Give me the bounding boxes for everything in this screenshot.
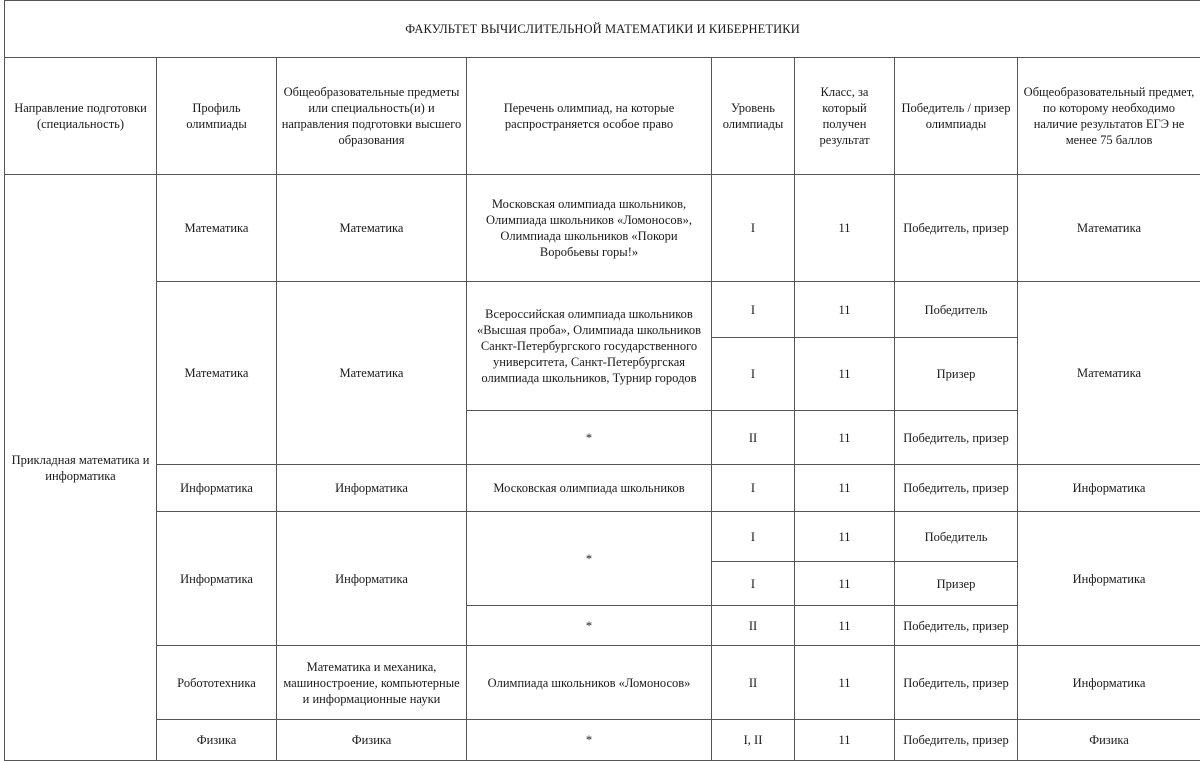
status-cell: Победитель, призер: [895, 411, 1018, 465]
grade-cell: 11: [795, 175, 895, 282]
olympiad-list-cell: Всероссийская олимпиада школьников «Высшая проба», Олимпиада школьников Санкт-Петербургского государственного университета, Санкт-Петербургская олимпиада школьников, Турнир городов: [467, 282, 712, 411]
status-cell: Победитель, призер: [895, 646, 1018, 720]
status-cell: Победитель: [895, 512, 1018, 562]
level-cell: II: [712, 606, 795, 646]
status-cell: Победитель, призер: [895, 720, 1018, 761]
level-cell: I: [712, 512, 795, 562]
ege-subject-cell: Математика: [1018, 282, 1200, 465]
table-row: [5, 175, 1200, 282]
ege-subject-cell: Информатика: [1018, 646, 1200, 720]
olympiad-list-cell: Олимпиада школьников «Ломоносов»: [467, 646, 712, 720]
grade-cell: 11: [795, 720, 895, 761]
faculty-title: ФАКУЛЬТЕТ ВЫЧИСЛИТЕЛЬНОЙ МАТЕМАТИКИ И КИБЕРНЕТИКИ: [5, 1, 1200, 58]
level-cell: I: [712, 338, 795, 411]
level-cell: I: [712, 465, 795, 512]
level-cell: I: [712, 282, 795, 338]
column-header-olympiads: Перечень олимпиад, на которые распространяется особое право: [467, 58, 712, 175]
olympiad-privileges-table: [4, 0, 1200, 761]
level-cell: I: [712, 175, 795, 282]
table-row: [5, 720, 1200, 761]
direction-of-study: Прикладная математика и информатика: [5, 175, 157, 761]
grade-cell: 11: [795, 606, 895, 646]
grade-cell: 11: [795, 465, 895, 512]
level-cell: II: [712, 646, 795, 720]
grade-cell: 11: [795, 562, 895, 606]
subjects-cell: Информатика: [277, 512, 467, 646]
profile-cell: Информатика: [157, 465, 277, 512]
level-cell: II: [712, 411, 795, 465]
column-header-level: Уровень олимпиады: [712, 58, 795, 175]
profile-cell: Математика: [157, 175, 277, 282]
subjects-cell: Физика: [277, 720, 467, 761]
profile-cell: Робототехника: [157, 646, 277, 720]
grade-cell: 11: [795, 338, 895, 411]
level-cell: I, II: [712, 720, 795, 761]
grade-cell: 11: [795, 282, 895, 338]
level-cell: I: [712, 562, 795, 606]
column-header-ege: Общеобразовательный предмет, по которому необходимо наличие результатов ЕГЭ не менее 75 баллов: [1018, 58, 1200, 175]
profile-cell: Математика: [157, 282, 277, 465]
status-cell: Призер: [895, 562, 1018, 606]
column-header-status: Победитель / призер олимпиады: [895, 58, 1018, 175]
ege-subject-cell: Математика: [1018, 175, 1200, 282]
table-row: [5, 465, 1200, 512]
subjects-cell: Математика: [277, 175, 467, 282]
status-cell: Победитель, призер: [895, 465, 1018, 512]
grade-cell: 11: [795, 411, 895, 465]
subjects-cell: Математика: [277, 282, 467, 465]
ege-subject-cell: Информатика: [1018, 512, 1200, 646]
table-row: [5, 512, 1200, 562]
column-header-subjects: Общеобразовательные предметы или специальность(и) и направления подготовки высшего образования: [277, 58, 467, 175]
olympiad-list-cell: Московская олимпиада школьников, Олимпиада школьников «Ломоносов», Олимпиада школьников «Покори Воробьевы горы!»: [467, 175, 712, 282]
grade-cell: 11: [795, 512, 895, 562]
status-cell: Победитель: [895, 282, 1018, 338]
column-header-direction: Направление подготовки (специальность): [5, 58, 157, 175]
table-title-row: [5, 1, 1200, 58]
column-header-profile: Профиль олимпиады: [157, 58, 277, 175]
grade-cell: 11: [795, 646, 895, 720]
subjects-cell: Информатика: [277, 465, 467, 512]
status-cell: Победитель, призер: [895, 175, 1018, 282]
status-cell: Победитель, призер: [895, 606, 1018, 646]
ege-subject-cell: Физика: [1018, 720, 1200, 761]
table-row: [5, 282, 1200, 338]
table-header-row: [5, 58, 1200, 175]
subjects-cell: Математика и механика, машиностроение, компьютерные и информационные науки: [277, 646, 467, 720]
table-row: [5, 646, 1200, 720]
olympiad-list-cell: Московская олимпиада школьников: [467, 465, 712, 512]
olympiad-asterisk-cell: *: [467, 606, 712, 646]
profile-cell: Информатика: [157, 512, 277, 646]
olympiad-asterisk-cell: *: [467, 720, 712, 761]
profile-cell: Физика: [157, 720, 277, 761]
olympiad-asterisk-cell: *: [467, 411, 712, 465]
olympiad-asterisk-cell: *: [467, 512, 712, 606]
status-cell: Призер: [895, 338, 1018, 411]
ege-subject-cell: Информатика: [1018, 465, 1200, 512]
column-header-grade: Класс, за который получен результат: [795, 58, 895, 175]
